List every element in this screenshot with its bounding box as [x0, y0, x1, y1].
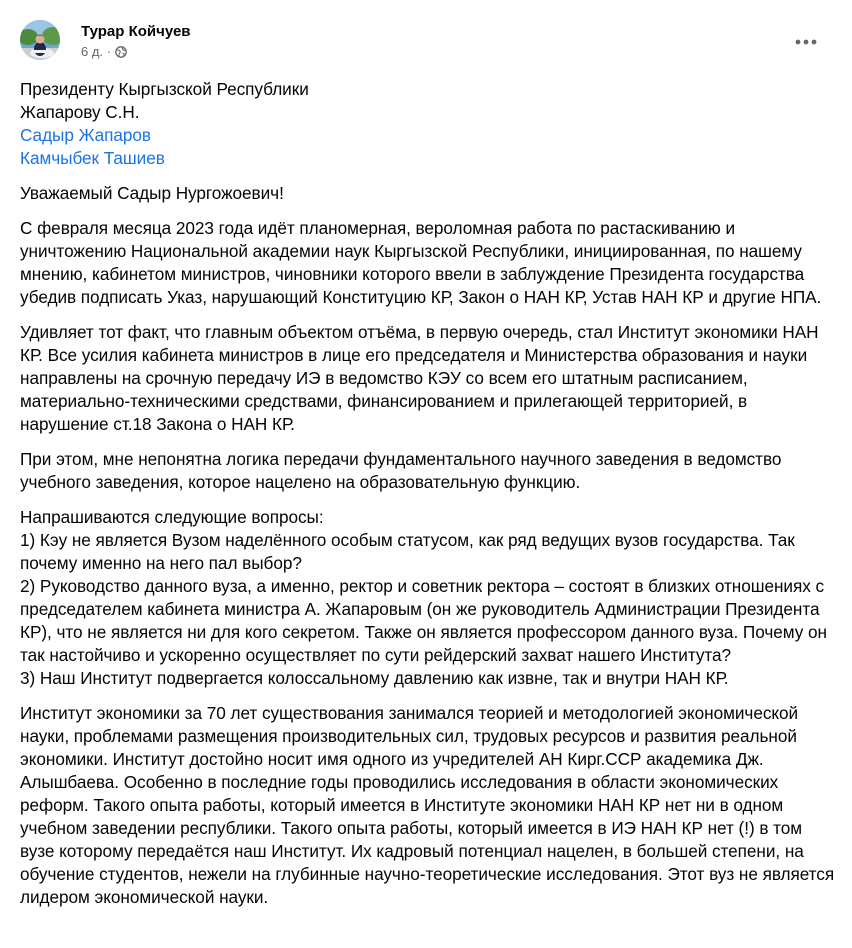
post-timestamp[interactable]: 6 д. [81, 44, 104, 59]
meta-separator: · [107, 44, 112, 59]
more-horizontal-icon [795, 39, 817, 45]
globe-icon[interactable] [115, 46, 127, 58]
greeting: Уважаемый Садыр Нургожоевич! [20, 183, 284, 203]
post-header [0, 0, 852, 80]
paragraph-3: При этом, мне непонятна логика передачи фундаментального научного заведения в ведомство учебного заведения, которое нацелено на образовательную функцию. [20, 449, 782, 492]
address-line-recipient: Президенту Кыргызской Республики [20, 79, 309, 99]
tag-link-kamchybek-tashiev[interactable]: Камчыбек Ташиев [20, 148, 165, 168]
paragraph-1: С февраля месяца 2023 года идёт планомерная, вероломная работа по растаскиванию и уничтожению Национальной академии наук Кыргызской Республики, инициированная, по нашему мнению, кабинетом министров, чиновники которого ввели в заблуждение Президента государства убедив подписать Указ, нарушающий Конституцию КР, Закон о НАН КР, Устав НАН КР и другие НПА. [20, 218, 822, 307]
tag-link-sadyr-zhaparov[interactable]: Садыр Жапаров [20, 125, 151, 145]
paragraph-4: Институт экономики за 70 лет существования занимался теорией и методологией экономической науки, проблемами размещения производительных сил, трудовых ресурсов и развития реальной экономики. Институт достойно носит имя одного из учредителей АН Кирг.ССР академика Дж. Алышбаева. Особенно в последние годы проводились исследования в области экономических реформ. Такого опыта работы, который имеется в Институте экономики НАН КР нет ни в одном учебном заведении республики. Такого опыта работы, который имеется в ИЭ НАН КР нет (!) в том вузе которому передаётся наш Институт. Их кадровый потенциал нацелен, в большей степени, на обучение студентов, нежели на глубинные научно-теоретические исследования. Этот вуз не является лидером экономической науки. [20, 703, 835, 907]
question-2: 2) Руководство данного вуза, а именно, ректор и советник ректора – состоят в близких отношениях с председателем кабинета министра А. Жапаровым (он же руководитель Администрации Президента КР), что не является ни для кого секретом. Также он является профессором данного вуза. Почему он так настойчиво и ускоренно осуществляет по сути рейдерский захват нашего Института? [20, 576, 827, 665]
paragraph-2: Удивляет тот факт, что главным объектом отъёма, в первую очередь, стал Институт экономики НАН КР. Все усилия кабинета министров в лице его председателя и Министерства образования и науки направлены на срочную передачу ИЭ в ведомство КЭУ со всем его штатным расписанием, материально-техническими средствами, финансированием и прилегающей территорией, в нарушение ст.18 Закона о НАН КР. [20, 322, 819, 434]
address-line-name: Жапарову С.Н. [20, 102, 140, 122]
address-block [20, 78, 835, 170]
question-3: 3) Наш Институт подвергается колоссальному давлению как извне, так и внутри НАН КР. [20, 668, 729, 688]
questions-block [20, 506, 835, 690]
avatar-image [20, 20, 60, 60]
author-name[interactable]: Турар Койчуев [81, 23, 191, 40]
question-1: 1) Кэу не является Вузом наделённого особым статусом, как ряд ведущих вузов государства. Так почему именно на него пал выбор? [20, 530, 795, 573]
more-options-button[interactable] [788, 24, 824, 60]
post-meta [81, 44, 127, 60]
author-avatar[interactable] [20, 20, 60, 60]
questions-intro: Напрашиваются следующие вопросы: [20, 507, 324, 527]
post-body [20, 78, 835, 921]
